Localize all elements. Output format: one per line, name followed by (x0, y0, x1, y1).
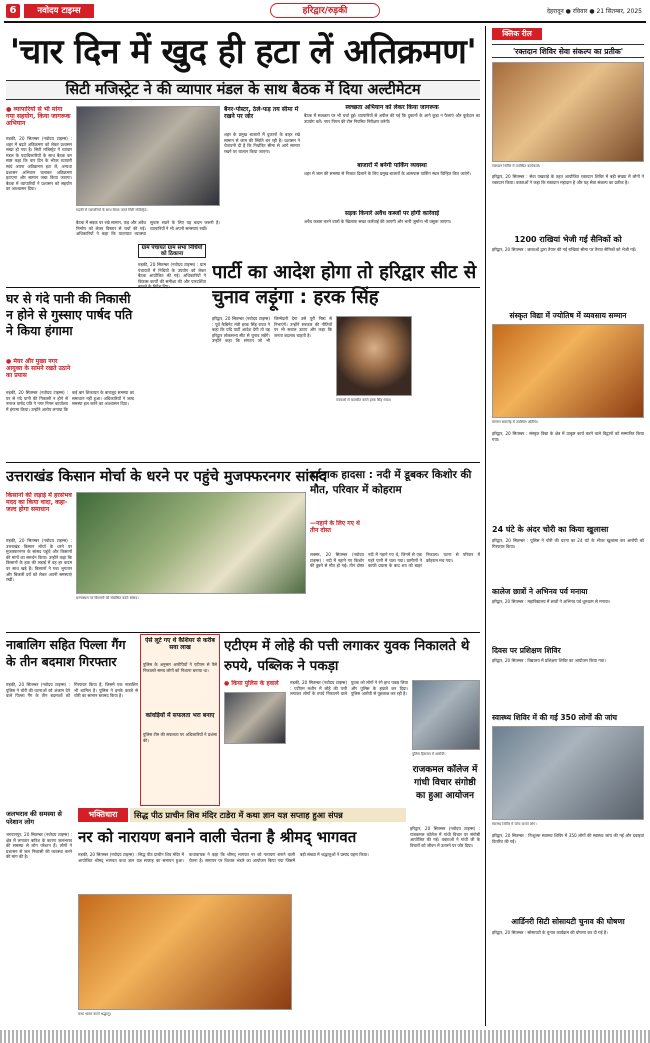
kisan-photo (76, 492, 306, 594)
paper-name: नवोदय टाइम्स (37, 6, 81, 16)
gram-kicker: ग्राम पंचायत ग्राम सभा निधियों को ठिकाना (141, 245, 203, 257)
college-headline: राजकमल कॉलेज में गांधी विचार संगोष्ठी का हुआ आयोजन (412, 765, 478, 801)
harak-body-cont (416, 316, 480, 464)
bhagwat-body: रुड़की, 20 सितम्बर (नवोदय टाइम्स) : सिद्ध पीठ प्राचीन शिव मंदिर में आयोजित श्रीमद् भागवत कथा ज्ञान यज्ञ सप्ताह का समापन हुआ। कथावाचक ने कहा कि श्रीमद् भागवत नर को नारायण बनाने वाली चेतना है। समापन पर विशाल भंडारे का आयोजन किया गया जिसमें बड़ी संख्या में श्रद्धालुओं ने प्रसाद ग्रहण किया। (78, 852, 369, 863)
bhagwat-body-cont (296, 894, 406, 1020)
sidebar-photo-3-caption: स्वास्थ्य शिविर में जांच कराते लोग। (492, 822, 537, 826)
lead-right-body: बैठक में स्वच्छता पर भी चर्चा हुई। व्यापारियों से अपील की गई कि दुकानों के आगे कूड़ा न फैलाएं और कूड़ेदान का उपयोग करें। नगर निगम की टीम नियमित निरीक्षण करेगी। (304, 113, 480, 124)
sidebar-h4: 24 घंटे के अंदर चोरी का किया खुलासा (492, 525, 609, 534)
lead-headline: 'चार दिन में खुद ही हटा लें अतिक्रमण' (9, 32, 477, 72)
sidebar-item-2: हरिद्वार, 20 सितम्बर : छात्राओं द्वारा तैयार की गई राखियां सीमा पर तैनात सैनिकों को भेजी गईं। (492, 247, 637, 252)
college-body: हरिद्वार, 20 सितम्बर (नवोदय टाइम्स) : राजकमल कॉलेज में गांधी विचार पर संगोष्ठी आयोजित की गई। वक्ताओं ने गांधी जी के विचारों को जीवन में उतारने पर जोर दिया। (410, 826, 480, 848)
atm-kicker: ● किया पुलिस के हवाले (224, 680, 279, 687)
sidebar-h3: संस्कृत विद्या में ज्योतिष में व्यवसाय सम्मान (509, 311, 627, 320)
lead-photo (76, 106, 220, 206)
harak-photo-caption: पत्रकारों से बातचीत करते हरक सिंह रावत। (336, 398, 392, 402)
masthead-rule (4, 21, 646, 23)
sidebar-item-4: हरिद्वार, 20 सितम्बर : पुलिस ने चोरी की घटना का 24 घंटे के भीतर खुलासा कर आरोपी को गिरफ्तार किया। (492, 538, 644, 549)
bhagwat-tag: भक्तिधारा (88, 810, 118, 819)
sidebar-h2: 1200 राखियां भेजी गई सैनिकों को (514, 235, 622, 244)
river-kicker: —नहाने के लिए गए थे तीन दोस्त (310, 520, 360, 534)
lead-right-kicker3: सड़क किनारे अवैध कब्जों पर होगी कार्रवाई (344, 210, 440, 217)
rule-3 (6, 632, 480, 633)
kisan-kicker: किसानों की लड़ाई में हरसंभव मदद का किया वादा, कहा- जल्द होगा समाधान (6, 492, 72, 513)
lead-left-kicker: ● व्यापारियों से भी मांगा गया सहयोग, किया जागरूक अभियान (6, 106, 71, 127)
lead-right-kicker2: बाजारों में बनेगी पार्किंग व्यवस्था (357, 162, 427, 169)
sidebar-photo-3 (492, 726, 644, 820)
sewer-kicker: ● मेयर और मुख्य नगर आयुक्त के सामने रखते उठाने का प्रयास (6, 358, 71, 379)
atm-side-kicker: ऐसे लूटे गए थे कैशियर से करीब सवा लाख (145, 637, 215, 651)
sidebar-item-6: हरिद्वार, 20 सितम्बर : विद्यालय में प्रशिक्षण शिविर का आयोजन किया गया। (492, 658, 606, 663)
section-label: हरिद्वार/रुड़की (270, 3, 380, 18)
lead-right-kicker: स्वच्छता अभियान को लेकर किया जागरूक (345, 104, 439, 111)
sidebar-photo-2-caption: सम्मान समारोह में उपस्थित अतिथि। (492, 420, 539, 424)
lead-photo-caption: रुड़की में व्यापारियों के साथ बैठक करते सिटी मजिस्ट्रेट। (76, 208, 148, 212)
sewer-headline: घर से गंदे पानी की निकासी न होने से गुस्साए पार्षद पति ने किया हंगामा (6, 291, 133, 338)
atm-side-body: पुलिस के अनुसार आरोपियों ने एटीएम से पैसे निकालते समय लोगों को निशाना बनाया था। (143, 662, 217, 673)
sidebar-photo-2 (492, 324, 644, 418)
gang-sub-kicker: जलभराव की समस्या से परेशान लोग (6, 810, 62, 826)
sidebar-photo-1-caption: रक्तदान शिविर में उपस्थित कार्यकर्ता। (492, 164, 541, 168)
sidebar-item-3: हरिद्वार, 20 सितम्बर : संस्कृत विद्या के क्षेत्र में उत्कृष्ट कार्य करने वाले विद्वानों को सम्मानित किया गया। (492, 431, 644, 442)
river-headline: दर्दनाक हादसा : नदी में डूबकर किशोर की मौत, परिवार में कोहराम (310, 469, 472, 496)
atm-body: रुड़की, 20 सितम्बर (नवोदय टाइम्स) : एटीएम मशीन में लोहे की पत्ती लगाकर लोगों के रुपये निकालने वाले युवक को लोगों ने रंगे हाथ पकड़ लिया और पुलिस के हवाले कर दिया। पुलिस आरोपी से पूछताछ कर रही है। (290, 680, 408, 697)
sidebar-title: 'रक्तदान शिविर सेवा संकल्प का प्रतीक' (492, 44, 644, 58)
atm-headline: एटीएम में लोहे की पत्ती लगाकर युवक निकालते थे रुपये, पब्लिक ने पकड़ा (224, 638, 470, 674)
gram-body: रुड़की, 20 सितम्बर (नवोदय टाइम्स) : ग्राम पंचायतों में निधियों के उपयोग को लेकर बैठक आयोजित की गई। अधिकारियों ने विकास कार्यों की समीक्षा की और पारदर्शिता बरतने के निर्देश दिए। (138, 262, 206, 290)
sidebar-h8: आर्डिनरी सिटी सोसायटी चुनाव की घोषणा (511, 917, 625, 926)
lead-col2-body: बैठक में सड़क पर रखे सामान, फड़ और अवैध निर्माण को लेकर विस्तार से चर्चा की गई। अधिकारियों ने कहा कि यातायात व्यवस्था सुचारु रखने के लिए यह कदम जरूरी है। व्यापारियों ने भी अपनी समस्याएं रखीं। (76, 220, 220, 237)
gang-headline: नाबालिग सहित पिल्ला गैंग के तीन बदमाश गिरफ्तार (6, 637, 126, 669)
sidebar-item-7: हरिद्वार, 20 सितम्बर : निःशुल्क स्वास्थ्य शिविर में 350 लोगों की स्वास्थ्य जांच की गई और दवाइयां वितरित की गईं। (492, 833, 644, 844)
sidebar-item-5: हरिद्वार, 20 सितम्बर : महाविद्यालय में छात्रों ने अभिनव पर्व धूमधाम से मनाया। (492, 599, 611, 604)
kisan-photo-caption: धरनास्थल पर किसानों को संबोधित करते सांसद। (76, 596, 139, 600)
harak-body: हरिद्वार, 20 सितम्बर (नवोदय टाइम्स) : पूर्व कैबिनेट मंत्री हरक सिंह रावत ने कहा कि यदि पार्टी आदेश देगी तो वह हरिद्वार लोकसभा सीट से चुनाव लड़ेंगे। उन्होंने कहा कि संगठन जो भी जिम्मेदारी देगा उसे पूरी निष्ठा से निभाएंगे। उन्होंने सरकार की नीतियों पर भी सवाल उठाए और कहा कि जनता बदलाव चाहती है। (212, 316, 332, 344)
gang-body: रुड़की, 20 सितम्बर (नवोदय टाइम्स) : पुलिस ने चोरी की घटनाओं को अंजाम देने वाले पिल्ला गैंग के तीन बदमाशों को गिरफ्तार किया है, जिसमें एक नाबालिग भी शामिल है। पुलिस ने इनके कब्जे से चोरी का सामान बरामद किया है। (6, 682, 138, 699)
lead-left-body: रुड़की, 20 सितम्बर (नवोदय टाइम्स) : शहर में बढ़ते अतिक्रमण को लेकर प्रशासन सख्त हो गया है। सिटी मजिस्ट्रेट ने व्यापार मंडल के पदाधिकारियों के साथ बैठक कर स्पष्ट कहा कि चार दिन के भीतर व्यापारी स्वयं अपना अतिक्रमण हटा लें, अन्यथा प्रशासन अभियान चलाकर अतिक्रमण हटाएगा और सामान जब्त किया जाएगा। बैठक में व्यापारियों ने प्रशासन को सहयोग का आश्वासन दिया। (6, 136, 72, 192)
bhagwat-photo-caption: कथा श्रवण करते श्रद्धालु। (78, 1012, 111, 1016)
bhagwat-headline: नर को नारायण बनाने वाली चेतना है श्रीमद् भागवत (78, 828, 357, 846)
sidebar-item-8: हरिद्वार, 20 सितम्बर : सोसायटी के चुनाव कार्यक्रम की घोषणा कर दी गई है। (492, 930, 608, 935)
kisan-body-cont (76, 606, 306, 632)
atm-side-body2: पुलिस टीम की सफलता पर अधिकारियों ने प्रशंसा की। (143, 732, 217, 743)
harak-headline: पार्टी का आदेश होगा तो हरिद्वार सीट से चुनाव लड़ूंगा : हरक सिंह (212, 262, 477, 308)
dateline: देहरादून ● रविवार ● 21 सितम्बर, 2025 (546, 8, 642, 15)
lead-right-body2: शहर में जाम की समस्या से निजात दिलाने के लिए प्रमुख बाजारों के आसपास पार्किंग स्थल चिन्हित किए जाएंगे। (304, 171, 471, 176)
river-body: लक्सर, 20 सितम्बर (नवोदय टाइम्स) : नदी में नहाने गए किशोर की डूबने से मौत हो गई। तीन दोस्त नदी में नहाने गए थे, जिनमें से एक गहरे पानी में चला गया। ग्रामीणों ने काफी प्रयास के बाद शव को बाहर निकाला। घटना से परिवार में कोहराम मच गया। (310, 552, 480, 569)
atm-photo-2 (412, 680, 480, 750)
atm-photo-caption: पुलिस हिरासत में आरोपी। (412, 752, 446, 756)
page-number: 6 (9, 5, 17, 16)
lead-strap: सिटी मजिस्ट्रेट ने की व्यापार मंडल के साथ बैठक में दिया अल्टीमेटम (65, 82, 421, 98)
sidebar-photo-1 (492, 62, 644, 162)
lead-side-body: शहर के प्रमुख बाजारों में दुकानों के बाहर रखे सामान से जाम की स्थिति बन रही है। प्रशासन ने चेतावनी दी है कि निर्धारित सीमा से आगे सामान रखने पर चालान किया जाएगा। (224, 132, 300, 154)
kisan-body: रुड़की, 20 सितम्बर (नवोदय टाइम्स) : उत्तराखंड किसान मोर्चा के धरने पर मुजफ्फरनगर के सांसद पहुंचे और किसानों की मांगों का समर्थन किया। उन्होंने कहा कि किसानों के हक की लड़ाई में वह हर कदम पर साथ खड़े हैं। किसानों ने गन्ना भुगतान और बिजली दरों को लेकर अपनी समस्याएं रखीं। (6, 538, 72, 583)
lead-right-body3: अवैध कब्जा करने वालों के खिलाफ सख्त कार्रवाई की जाएगी और भारी जुर्माना भी वसूला जाएगा। (304, 219, 452, 224)
harak-photo (336, 316, 412, 396)
masthead (0, 0, 650, 22)
kisan-headline: उत्तराखंड किसान मोर्चा के धरने पर पहुंचे मुजफ्फरनगर सांसद (6, 469, 327, 485)
sidebar-item-1: हरिद्वार, 20 सितम्बर : सेवा पखवाड़े के तहत आयोजित रक्तदान शिविर में बड़ी संख्या में लोगों ने रक्तदान किया। वक्ताओं ने कहा कि रक्तदान महादान है और यह सेवा संकल्प का प्रतीक है। (492, 174, 644, 185)
bhagwat-strap: सिद्ध पीठ प्राचीन शिव मंदिर टाडेरा में कथा ज्ञान यज्ञ सप्ताह हुआ संपन्न (130, 808, 406, 822)
lead-side-kicker: बैनर-पोस्टर, ठेले-फड़ तय सीमा में रखने पर जोर (224, 106, 299, 120)
sidebar-h7: स्वास्थ्य शिविर में की गई 350 लोगों की जांच (492, 713, 618, 722)
sidebar-divider (485, 26, 486, 1026)
gang-sub-body: भगवानपुर, 20 सितम्बर (नवोदय टाइम्स) : क्षेत्र में लगातार बारिश के कारण जलभराव की समस्या से लोग परेशान हैं। लोगों ने प्रशासन से जल निकासी की व्यवस्था करने की मांग की है। (6, 832, 72, 860)
sidebar-tag: क्लिक रील (502, 29, 532, 38)
sidebar-h5: कालेज छात्रों ने अभिनव पर्व मनाया (492, 587, 588, 596)
atm-side-kicker2: कांवड़ियों में सफलता भरा बनाए (145, 712, 215, 719)
bhagwat-photo (78, 894, 292, 1010)
mid-rule (6, 462, 480, 463)
atm-photo (224, 692, 286, 744)
sewer-body: रुड़की, 20 सितम्बर (नवोदय टाइम्स) : घर से गंदे पानी की निकासी न होने से नाराज पार्षद पति ने नगर निगम कार्यालय में हंगामा किया। उन्होंने आरोप लगाया कि कई बार शिकायत के बावजूद समस्या का समाधान नहीं हुआ। अधिकारियों ने जल्द समस्या हल करने का आश्वासन दिया। (6, 390, 134, 412)
footer-strip (0, 1030, 650, 1043)
sidebar-h6: दिवस पर प्रशिक्षण शिविर (492, 646, 561, 655)
